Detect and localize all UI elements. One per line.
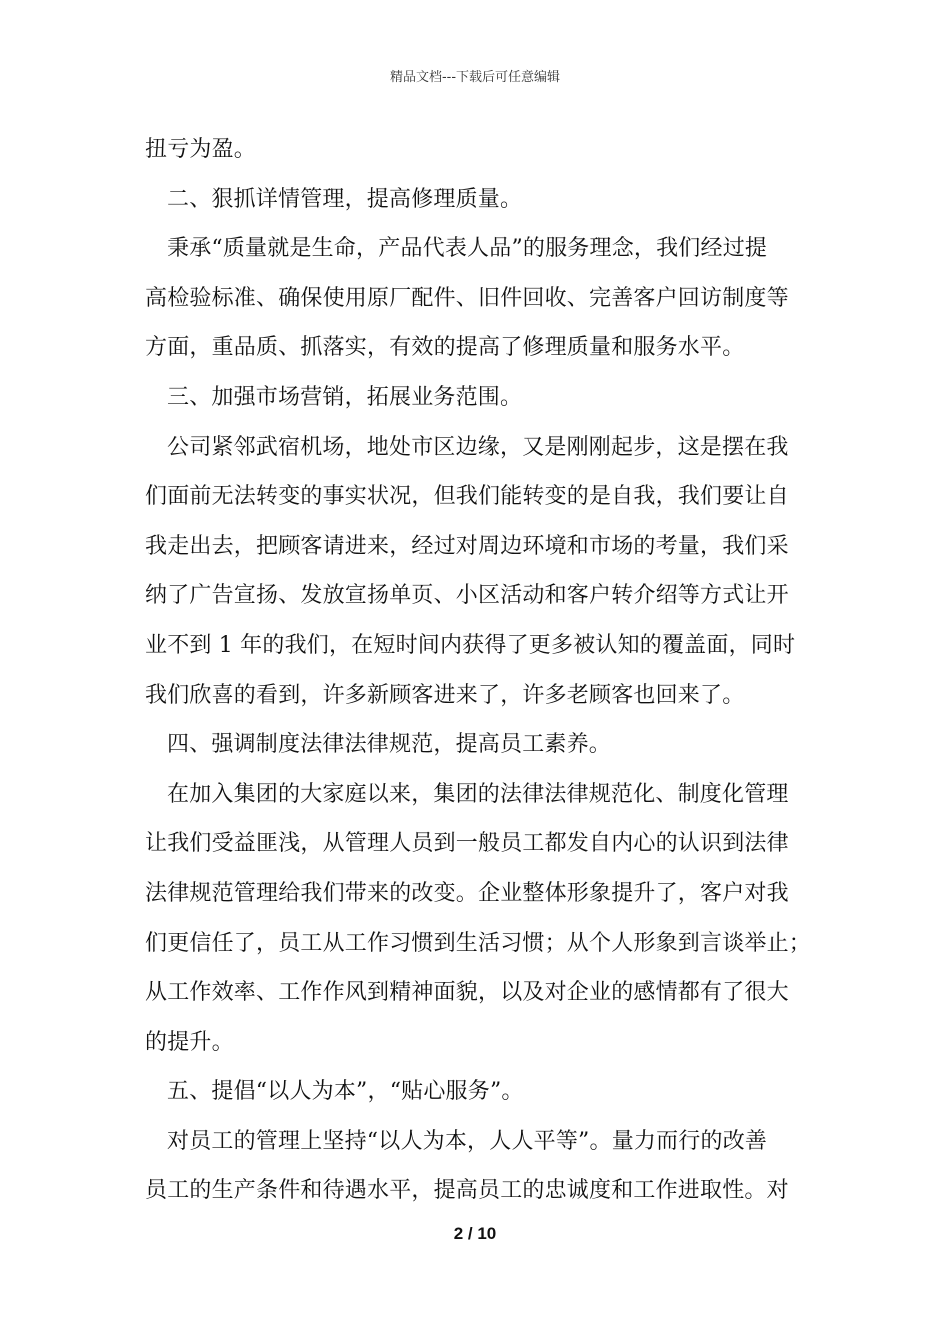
text-line: 对员工的管理上坚持“以人为本，人人平等”。量力而行的改善 xyxy=(167,1128,768,1154)
text-line: 秉承“质量就是生命，产品代表人品”的服务理念，我们经过提 xyxy=(167,236,768,262)
page-header: 精品文档---下载后可任意编辑 xyxy=(389,70,561,85)
page-number: 2 / 10 xyxy=(453,1224,497,1243)
text-line: 公司紧邻武宿机场，地处市区边缘，又是刚刚起步，这是摆在我 xyxy=(167,434,789,460)
document-body xyxy=(145,125,813,1216)
text-line: 高检验标准、确保使用原厂配件、旧件回收、完善客户回访制度等 xyxy=(145,285,789,311)
text-line: 五、提倡“以人为本”，“贴心服务”。 xyxy=(167,1079,524,1105)
text-line: 扭亏为盈。 xyxy=(145,137,257,162)
text-line: 我们欣喜的看到，许多新顾客进来了，许多老顾客也回来了。 xyxy=(145,682,745,708)
text-line: 让我们受益匪浅，从管理人员到一般员工都发自内心的认识到法律 xyxy=(145,831,789,857)
text-line: 方面，重品质、抓落实，有效的提高了修理质量和服务水平。 xyxy=(145,335,745,361)
text-line: 纳了广告宣扬、发放宣扬单页、小区活动和客户转介绍等方式让开 xyxy=(145,583,789,609)
text-line: 业不到 1 年的我们，在短时间内获得了更多被认知的覆盖面，同时 xyxy=(145,632,796,658)
text-line: 二、狠抓详情管理，提高修理质量。 xyxy=(167,186,523,212)
text-line: 我走出去，把顾客请进来，经过对周边环境和市场的考量，我们采 xyxy=(145,533,789,559)
text-line: 三、加强市场营销，拓展业务范围。 xyxy=(167,384,523,410)
text-line: 从工作效率、工作作风到精神面貌，以及对企业的感情都有了很大 xyxy=(145,980,789,1006)
text-line: 们更信任了，员工从工作习惯到生活习惯；从个人形象到言谈举止； xyxy=(145,930,812,956)
text-line: 们面前无法转变的事实状况，但我们能转变的是自我，我们要让自 xyxy=(145,484,789,510)
text-line: 四、强调制度法律法律规范，提高员工素养。 xyxy=(167,732,612,758)
text-line: 的提升。 xyxy=(145,1029,234,1055)
text-line: 在加入集团的大家庭以来，集团的法律法律规范化、制度化管理 xyxy=(167,781,789,807)
text-line: 员工的生产条件和待遇水平，提高员工的忠诚度和工作进取性。对 xyxy=(145,1178,789,1204)
text-line: 法律规范管理给我们带来的改变。企业整体形象提升了，客户对我 xyxy=(145,880,789,906)
